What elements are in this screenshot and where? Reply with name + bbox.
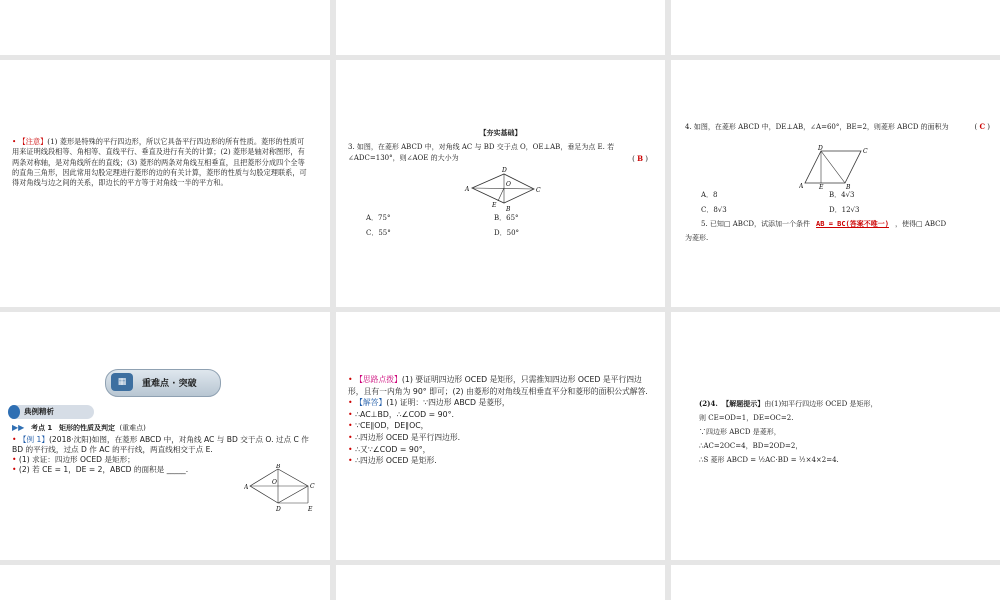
answer-paren: ( B ) <box>632 154 648 163</box>
question-5-tail: 为菱形. <box>685 234 709 242</box>
note-text: (1) 菱形是特殊的平行四边形，所以它具备平行四边形的所有性质。菱形的性质可用来证明线段相等、角相等、直线平行、垂直及进行有关的计算；(2) 菱形是轴对称图形，有两条对称轴，是对角线所在的直线；(3) 菱形的两条对角线互相垂直，且把菱形分成四个全等的直角三角形，因此常用勾股定理进行菱形的边的有关计算，菱形的性质与勾股定理联系，可得对角线与边之间的关系，即边长的平方等于对角线一半的平方和。 <box>12 137 307 188</box>
hint-text: (1) 要证明四边形 OCED 是矩形，只需推知四边形 OCED 是平行四边形，且有一内角为 90° 即可；(2) 由菱形的对角线互相垂直平分和菱形的面积公式解答. <box>348 375 648 396</box>
label-c: C <box>536 187 541 194</box>
slide-thumbnail-top-right[interactable] <box>671 0 1000 55</box>
solution-label: 【解答】 <box>355 398 387 408</box>
label-c: C <box>863 148 868 155</box>
slide-answer[interactable] <box>336 312 665 560</box>
note-label: 【注意】 <box>18 137 48 146</box>
slide-thumbnail-bottom-middle[interactable] <box>336 565 665 600</box>
slide-question-3[interactable] <box>336 60 665 307</box>
point-title: 矩形的性质及判定 <box>59 424 115 432</box>
solution-block: (2)4. 【解题提示】由(1)知平行四边形 OCED 是矩形， 则 CE=OD=1，DE=OC=2. ∵四边形 ABCD 是菱形， ∴AC=2OC=4，BD=2OD=2， ∴S 菱形 ABCD = ½AC·BD = ½×4×2=4. <box>699 399 878 464</box>
question-4-stem: 4. 如图，在菱形 ABCD 中，DE⊥AB，∠A=60°，BE=2，则菱形 ABCD 的面积为 <box>685 123 949 131</box>
label-e: E <box>492 202 497 209</box>
question-5-text: 5. 已知□ ABCD，试添加一个条件 AB = BC(答案不唯一) ，使得□ ABCD <box>701 220 947 228</box>
section-banner <box>105 369 221 397</box>
banner-title: 重难点 · 突破 <box>142 379 197 389</box>
label-e: E <box>308 506 313 513</box>
slide-thumbnail-top-middle[interactable] <box>336 0 665 55</box>
label-b: B <box>506 206 511 213</box>
label-a: A <box>244 484 249 491</box>
option-c[interactable]: C．8√3 <box>701 206 727 214</box>
point-label: 考点 1 <box>31 424 53 432</box>
book-icon: ▦ <box>111 373 133 391</box>
rhombus-figure <box>464 165 544 213</box>
question-3-stem: 3. 如图，在菱形 ABCD 中，对角线 AC 与 BD 交于点 O，OE⊥AB，垂足为点 E. 若∠ADC=130°，则∠AOE 的大小为 <box>348 143 615 162</box>
option-a[interactable]: A．8 <box>701 191 718 199</box>
slide-example[interactable] <box>0 312 330 560</box>
option-d[interactable]: D．12√3 <box>829 206 860 214</box>
key-point-line <box>12 423 146 433</box>
diagonal-ac <box>472 188 534 189</box>
label-a: A <box>799 183 804 189</box>
example-figure <box>244 464 324 522</box>
slide-thumbnail-bottom-left[interactable] <box>0 565 330 600</box>
note-paragraph <box>12 137 310 188</box>
hint-label: 【思路点拨】 <box>355 375 402 384</box>
label-b: B <box>846 184 851 189</box>
example-text: • 【例 1】(2018·沈阳)如图，在菱形 ABCD 中，对角线 AC 与 BD 交于点 O. 过点 C 作 BD 的平行线，过点 D 作 AC 的平行线，两直线相交于点 E. • (1) 求证：四边形 OCED 是矩形； • (2) 若 CE = 1，DE = 2，ABCD 的面积是 _____. <box>12 435 317 475</box>
label-d: D <box>502 167 507 174</box>
option-b[interactable]: B．65° <box>494 214 519 222</box>
option-a[interactable]: A．75° <box>366 214 391 222</box>
label-o: O <box>506 181 511 188</box>
section-tag <box>12 405 94 419</box>
question-5-answer: AB = BC(答案不唯一) <box>816 220 889 228</box>
option-d[interactable]: D．50° <box>494 229 520 237</box>
slide-note[interactable] <box>0 60 330 307</box>
option-c[interactable]: C．55° <box>366 229 391 237</box>
label-d: D <box>276 506 281 513</box>
answer-paren: ( C ) <box>974 122 990 131</box>
question-4-text <box>685 121 990 133</box>
label-d: D <box>818 145 823 152</box>
label-o: O <box>272 479 277 486</box>
label-b: B <box>276 464 281 470</box>
answer-choice: B <box>637 154 644 163</box>
point-level: (重难点) <box>119 424 146 432</box>
slide-solution[interactable] <box>671 312 1000 560</box>
slide-thumbnail-top-left[interactable] <box>0 0 330 55</box>
tag-icon <box>8 405 20 419</box>
tag-label: 典例精析 <box>24 407 54 416</box>
label-c: C <box>310 483 315 490</box>
section-header: 【夯实基础】 <box>479 128 522 137</box>
label-a: A <box>465 186 470 193</box>
question-3-text <box>348 142 648 165</box>
slide-thumbnail-bottom-right[interactable] <box>671 565 1000 600</box>
label-e: E <box>819 184 824 189</box>
segment-oe <box>498 188 504 201</box>
arrow-icon: ▶▶ <box>12 423 25 432</box>
answer-block: • 【思路点拨】(1) 要证明四边形 OCED 是矩形，只需推知四边形 OCED 是平行四边形，且有一内角为 90° 即可；(2) 由菱形的对角线互相垂直平分和菱形的面积公式解答. • 【解答】(1) 证明：∵四边形 ABCD 是菱形， • ∴AC⊥BD，∴∠COD = 90°. • ∵CE∥OD，DE∥OC， • ∴四边形 OCED 是平行四边形. • ∴又∵∠COD = 90°， • ∴四边形 OCED 是矩形. <box>348 374 653 467</box>
option-b[interactable]: B．4√3 <box>829 191 855 199</box>
answer-choice: C <box>979 122 986 131</box>
slide-question-4[interactable] <box>671 60 1000 307</box>
segment-db <box>821 151 845 183</box>
rhombus-figure-q4 <box>799 145 869 189</box>
